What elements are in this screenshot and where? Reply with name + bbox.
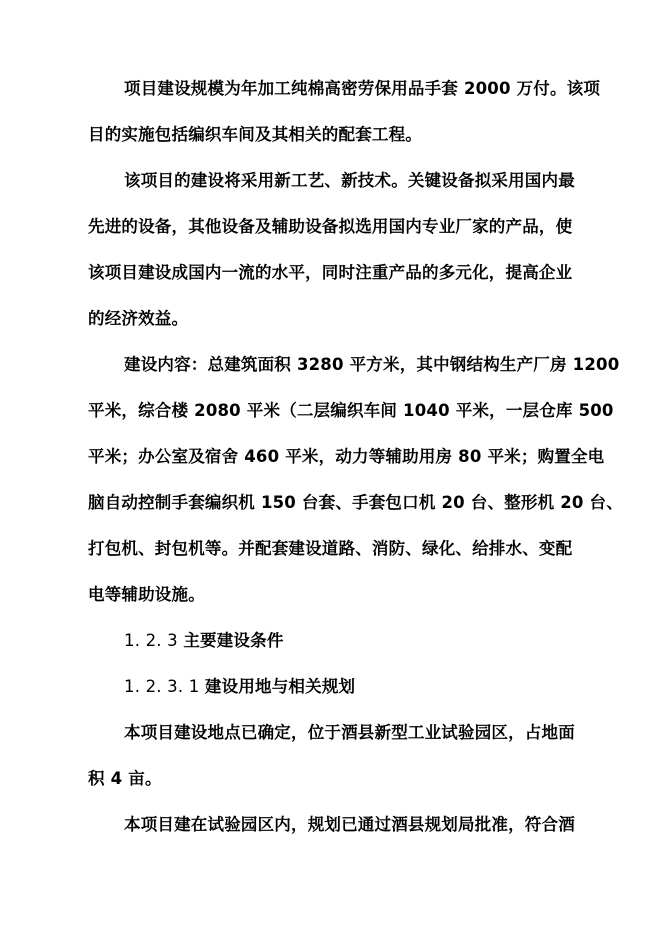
section-heading-number: 1. 2. 3 [124, 631, 178, 650]
subsection-heading-number: 1. 2. 3. 1 [124, 677, 200, 696]
section-heading-title: 主要建设条件 [183, 631, 284, 650]
paragraph-content-line-5: 打包机、封包机等。并配套建设道路、消防、绿化、给排水、变配 [88, 539, 573, 558]
paragraph-technology-line-1: 该项目的建设将采用新工艺、新技术。关键设备拟采用国内最 [124, 171, 575, 190]
paragraph-scale-line-2: 目的实施包括编织车间及其相关的配套工程。 [88, 125, 422, 144]
paragraph-content-line-6: 电等辅助设施。 [88, 585, 205, 604]
paragraph-planning-line-1: 本项目建在试验园区内，规划已通过酒县规划局批准，符合酒 [124, 815, 575, 834]
section-heading [124, 630, 284, 652]
paragraph-technology-line-3: 该项目建设成国内一流的水平，同时注重产品的多元化，提高企业 [88, 263, 573, 282]
paragraph-technology-line-2: 先进的设备，其他设备及辅助设备拟选用国内专业厂家的产品，使 [88, 217, 573, 236]
subsection-heading [124, 676, 355, 698]
paragraph-content-line-2: 平米，综合楼 2080 平米（二层编织车间 1040 平米，一层仓库 500 [88, 401, 614, 420]
paragraph-scale-line-1: 项目建设规模为年加工纯棉高密劳保用品手套 2000 万付。该项 [124, 79, 601, 98]
paragraph-content-line-1: 建设内容：总建筑面积 3280 平方米，其中钢结构生产厂房 1200 [124, 355, 620, 374]
paragraph-content-line-4: 脑自动控制手套编织机 150 台套、手套包口机 20 台、整形机 20 台、 [88, 493, 623, 512]
paragraph-technology-line-4: 的经济效益。 [88, 309, 189, 328]
paragraph-site-line-1: 本项目建设地点已确定，位于酒县新型工业试验园区，占地面 [124, 723, 575, 742]
paragraph-content-line-3: 平米；办公室及宿舍 460 平米，动力等辅助用房 80 平米；购置全电 [88, 447, 605, 466]
paragraph-site-line-2: 积 4 亩。 [88, 769, 162, 788]
subsection-heading-title: 建设用地与相关规划 [204, 677, 356, 696]
